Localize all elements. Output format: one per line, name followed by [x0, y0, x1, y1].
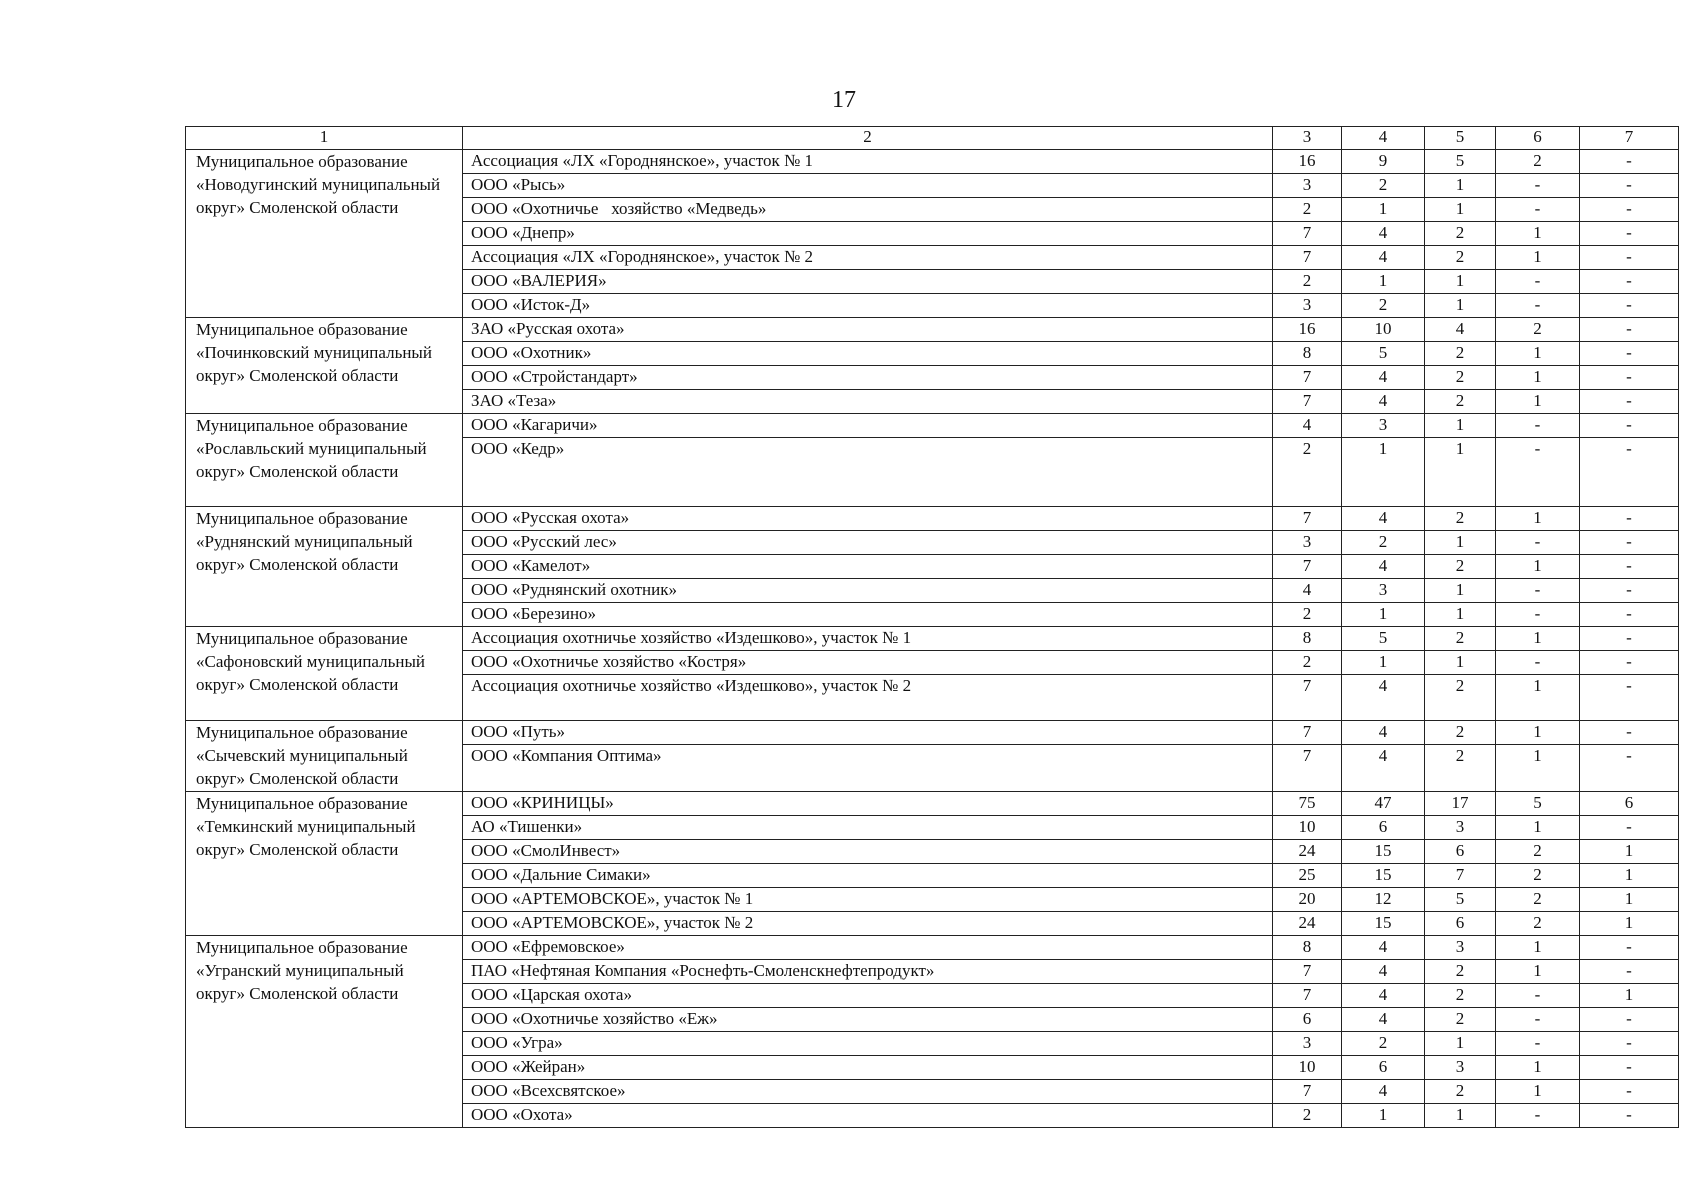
value-cell-c5: 1: [1425, 531, 1496, 555]
value-cell-c7: -: [1580, 1031, 1679, 1055]
organization-cell: ООО «ВАЛЕРИЯ»: [463, 270, 1273, 294]
value-cell-c5: 2: [1425, 246, 1496, 270]
value-cell-c7: 1: [1580, 863, 1679, 887]
value-cell-c4: 4: [1342, 366, 1425, 390]
value-cell-c4: 15: [1342, 863, 1425, 887]
value-cell-c7: -: [1580, 627, 1679, 651]
value-cell-c7: 6: [1580, 791, 1679, 815]
value-cell-c3: 7: [1273, 675, 1342, 721]
table-body: [186, 127, 1679, 1128]
value-cell-c7: -: [1580, 579, 1679, 603]
value-cell-c6: 1: [1496, 366, 1580, 390]
table-row: [186, 791, 1679, 815]
organization-cell: ООО «Охота»: [463, 1103, 1273, 1127]
organization-cell: ООО «Царская охота»: [463, 983, 1273, 1007]
table-row: [186, 414, 1679, 438]
value-cell-c4: 3: [1342, 579, 1425, 603]
value-cell-c4: 2: [1342, 294, 1425, 318]
value-cell-c4: 1: [1342, 198, 1425, 222]
value-cell-c4: 9: [1342, 150, 1425, 174]
table-row: [186, 935, 1679, 959]
table-row: [186, 318, 1679, 342]
value-cell-c4: 6: [1342, 815, 1425, 839]
value-cell-c7: -: [1580, 507, 1679, 531]
value-cell-c7: -: [1580, 222, 1679, 246]
value-cell-c7: -: [1580, 1055, 1679, 1079]
value-cell-c3: 3: [1273, 531, 1342, 555]
table-row: [186, 627, 1679, 651]
value-cell-c6: 1: [1496, 246, 1580, 270]
value-cell-c4: 4: [1342, 959, 1425, 983]
value-cell-c5: 1: [1425, 1031, 1496, 1055]
value-cell-c3: 2: [1273, 198, 1342, 222]
value-cell-c3: 2: [1273, 270, 1342, 294]
value-cell-c6: -: [1496, 531, 1580, 555]
value-cell-c3: 4: [1273, 414, 1342, 438]
value-cell-c6: 1: [1496, 959, 1580, 983]
value-cell-c6: 2: [1496, 318, 1580, 342]
value-cell-c3: 25: [1273, 863, 1342, 887]
organization-cell: ООО «КРИНИЦЫ»: [463, 791, 1273, 815]
value-cell-c5: 2: [1425, 342, 1496, 366]
value-cell-c4: 2: [1342, 531, 1425, 555]
value-cell-c6: 1: [1496, 555, 1580, 579]
value-cell-c4: 4: [1342, 1007, 1425, 1031]
value-cell-c7: 1: [1580, 911, 1679, 935]
value-cell-c5: 2: [1425, 675, 1496, 721]
municipality-cell: Муниципальное образование «Рославльский муниципальный округ» Смоленской области: [186, 414, 463, 507]
header-cell: 1: [186, 127, 463, 150]
page-number: 17: [832, 87, 856, 113]
value-cell-c6: 2: [1496, 863, 1580, 887]
value-cell-c6: 1: [1496, 390, 1580, 414]
value-cell-c4: 4: [1342, 507, 1425, 531]
organization-cell: ООО «Русский лес»: [463, 531, 1273, 555]
value-cell-c3: 7: [1273, 507, 1342, 531]
municipality-cell: Муниципальное образование «Сычевский муниципальный округ» Смоленской области: [186, 721, 463, 792]
value-cell-c7: -: [1580, 246, 1679, 270]
value-cell-c5: 2: [1425, 721, 1496, 745]
value-cell-c4: 4: [1342, 745, 1425, 791]
value-cell-c3: 16: [1273, 150, 1342, 174]
hunting-quota-table: [185, 126, 1679, 1128]
organization-cell: ООО «Охотничье хозяйство «Медведь»: [463, 198, 1273, 222]
value-cell-c5: 2: [1425, 366, 1496, 390]
value-cell-c4: 47: [1342, 791, 1425, 815]
value-cell-c6: -: [1496, 651, 1580, 675]
value-cell-c7: -: [1580, 366, 1679, 390]
organization-cell: ООО «Исток-Д»: [463, 294, 1273, 318]
value-cell-c5: 7: [1425, 863, 1496, 887]
value-cell-c5: 2: [1425, 1007, 1496, 1031]
value-cell-c5: 3: [1425, 815, 1496, 839]
value-cell-c6: 1: [1496, 815, 1580, 839]
organization-cell: ПАО «Нефтяная Компания «Роснефть-Смоленскнефтепродукт»: [463, 959, 1273, 983]
municipality-cell: Муниципальное образование «Темкинский муниципальный округ» Смоленской области: [186, 791, 463, 935]
value-cell-c4: 1: [1342, 603, 1425, 627]
value-cell-c5: 1: [1425, 294, 1496, 318]
value-cell-c3: 8: [1273, 935, 1342, 959]
value-cell-c5: 1: [1425, 174, 1496, 198]
value-cell-c4: 10: [1342, 318, 1425, 342]
value-cell-c6: -: [1496, 1103, 1580, 1127]
value-cell-c7: -: [1580, 959, 1679, 983]
value-cell-c6: -: [1496, 438, 1580, 507]
value-cell-c5: 1: [1425, 1103, 1496, 1127]
value-cell-c6: 1: [1496, 222, 1580, 246]
value-cell-c3: 7: [1273, 246, 1342, 270]
value-cell-c6: -: [1496, 270, 1580, 294]
header-cell: 6: [1496, 127, 1580, 150]
value-cell-c4: 3: [1342, 414, 1425, 438]
value-cell-c5: 2: [1425, 507, 1496, 531]
value-cell-c5: 2: [1425, 959, 1496, 983]
value-cell-c3: 20: [1273, 887, 1342, 911]
value-cell-c7: 1: [1580, 887, 1679, 911]
organization-cell: ООО «Днепр»: [463, 222, 1273, 246]
value-cell-c5: 2: [1425, 627, 1496, 651]
value-cell-c6: 1: [1496, 745, 1580, 791]
value-cell-c7: -: [1580, 651, 1679, 675]
value-cell-c4: 15: [1342, 911, 1425, 935]
organization-cell: ООО «СмолИнвест»: [463, 839, 1273, 863]
value-cell-c3: 24: [1273, 911, 1342, 935]
value-cell-c6: 2: [1496, 887, 1580, 911]
value-cell-c5: 1: [1425, 270, 1496, 294]
value-cell-c4: 4: [1342, 721, 1425, 745]
organization-cell: ООО «Охотничье хозяйство «Еж»: [463, 1007, 1273, 1031]
value-cell-c5: 6: [1425, 911, 1496, 935]
value-cell-c4: 15: [1342, 839, 1425, 863]
organization-cell: ООО «Руднянский охотник»: [463, 579, 1273, 603]
value-cell-c3: 8: [1273, 342, 1342, 366]
table-row: [186, 150, 1679, 174]
value-cell-c5: 1: [1425, 603, 1496, 627]
value-cell-c4: 4: [1342, 246, 1425, 270]
value-cell-c5: 1: [1425, 414, 1496, 438]
value-cell-c5: 2: [1425, 983, 1496, 1007]
value-cell-c3: 75: [1273, 791, 1342, 815]
value-cell-c5: 1: [1425, 198, 1496, 222]
value-cell-c7: -: [1580, 721, 1679, 745]
value-cell-c3: 6: [1273, 1007, 1342, 1031]
value-cell-c6: 1: [1496, 1079, 1580, 1103]
value-cell-c4: 4: [1342, 935, 1425, 959]
value-cell-c4: 4: [1342, 983, 1425, 1007]
value-cell-c7: -: [1580, 438, 1679, 507]
value-cell-c6: 1: [1496, 675, 1580, 721]
value-cell-c7: -: [1580, 531, 1679, 555]
value-cell-c6: 1: [1496, 507, 1580, 531]
value-cell-c3: 24: [1273, 839, 1342, 863]
value-cell-c7: -: [1580, 815, 1679, 839]
value-cell-c4: 6: [1342, 1055, 1425, 1079]
organization-cell: ООО «Угра»: [463, 1031, 1273, 1055]
value-cell-c6: 1: [1496, 935, 1580, 959]
organization-cell: ООО «Стройстандарт»: [463, 366, 1273, 390]
value-cell-c7: -: [1580, 294, 1679, 318]
value-cell-c7: -: [1580, 270, 1679, 294]
value-cell-c5: 17: [1425, 791, 1496, 815]
value-cell-c5: 2: [1425, 1079, 1496, 1103]
value-cell-c7: -: [1580, 603, 1679, 627]
value-cell-c6: -: [1496, 983, 1580, 1007]
table-header-row: [186, 127, 1679, 150]
table-row: [186, 507, 1679, 531]
value-cell-c5: 1: [1425, 579, 1496, 603]
value-cell-c4: 5: [1342, 627, 1425, 651]
municipality-cell: Муниципальное образование «Угранский муниципальный округ» Смоленской области: [186, 935, 463, 1127]
value-cell-c3: 2: [1273, 438, 1342, 507]
value-cell-c7: -: [1580, 1103, 1679, 1127]
header-cell: 2: [463, 127, 1273, 150]
value-cell-c6: 2: [1496, 911, 1580, 935]
value-cell-c7: -: [1580, 935, 1679, 959]
value-cell-c3: 2: [1273, 651, 1342, 675]
value-cell-c6: -: [1496, 1031, 1580, 1055]
value-cell-c3: 7: [1273, 390, 1342, 414]
municipality-cell: Муниципальное образование «Сафоновский муниципальный округ» Смоленской области: [186, 627, 463, 721]
municipality-cell: Муниципальное образование «Руднянский муниципальный округ» Смоленской области: [186, 507, 463, 627]
organization-cell: ООО «Путь»: [463, 721, 1273, 745]
value-cell-c5: 4: [1425, 318, 1496, 342]
value-cell-c6: -: [1496, 174, 1580, 198]
value-cell-c3: 2: [1273, 603, 1342, 627]
value-cell-c6: 1: [1496, 627, 1580, 651]
organization-cell: ООО «АРТЕМОВСКОЕ», участок № 1: [463, 887, 1273, 911]
organization-cell: ООО «Русская охота»: [463, 507, 1273, 531]
value-cell-c7: -: [1580, 1007, 1679, 1031]
value-cell-c7: -: [1580, 414, 1679, 438]
organization-cell: ООО «Охотничье хозяйство «Костря»: [463, 651, 1273, 675]
value-cell-c7: -: [1580, 198, 1679, 222]
municipality-cell: Муниципальное образование «Новодугинский муниципальный округ» Смоленской области: [186, 150, 463, 318]
value-cell-c4: 12: [1342, 887, 1425, 911]
value-cell-c7: -: [1580, 318, 1679, 342]
value-cell-c4: 2: [1342, 1031, 1425, 1055]
value-cell-c4: 1: [1342, 651, 1425, 675]
header-cell: 5: [1425, 127, 1496, 150]
organization-cell: ООО «Рысь»: [463, 174, 1273, 198]
value-cell-c3: 7: [1273, 1079, 1342, 1103]
organization-cell: ООО «АРТЕМОВСКОЕ», участок № 2: [463, 911, 1273, 935]
value-cell-c3: 7: [1273, 222, 1342, 246]
organization-cell: ООО «Дальние Симаки»: [463, 863, 1273, 887]
value-cell-c3: 7: [1273, 983, 1342, 1007]
organization-cell: ООО «Кагаричи»: [463, 414, 1273, 438]
value-cell-c3: 3: [1273, 1031, 1342, 1055]
value-cell-c5: 5: [1425, 150, 1496, 174]
organization-cell: ООО «Ефремовское»: [463, 935, 1273, 959]
value-cell-c3: 10: [1273, 1055, 1342, 1079]
value-cell-c7: 1: [1580, 839, 1679, 863]
value-cell-c7: -: [1580, 555, 1679, 579]
organization-cell: АО «Тишенки»: [463, 815, 1273, 839]
organization-cell: ООО «Камелот»: [463, 555, 1273, 579]
value-cell-c7: -: [1580, 1079, 1679, 1103]
value-cell-c4: 5: [1342, 342, 1425, 366]
value-cell-c5: 2: [1425, 745, 1496, 791]
value-cell-c7: -: [1580, 342, 1679, 366]
table-row: [186, 721, 1679, 745]
value-cell-c4: 4: [1342, 390, 1425, 414]
value-cell-c4: 4: [1342, 1079, 1425, 1103]
organization-cell: Ассоциация охотничье хозяйство «Издешково», участок № 2: [463, 675, 1273, 721]
value-cell-c4: 1: [1342, 438, 1425, 507]
value-cell-c5: 6: [1425, 839, 1496, 863]
value-cell-c3: 7: [1273, 721, 1342, 745]
header-cell: 7: [1580, 127, 1679, 150]
value-cell-c3: 10: [1273, 815, 1342, 839]
value-cell-c4: 4: [1342, 675, 1425, 721]
value-cell-c5: 3: [1425, 935, 1496, 959]
value-cell-c3: 4: [1273, 579, 1342, 603]
value-cell-c7: -: [1580, 390, 1679, 414]
value-cell-c6: -: [1496, 414, 1580, 438]
organization-cell: ООО «Кедр»: [463, 438, 1273, 507]
organization-cell: Ассоциация «ЛХ «Городнянское», участок № 1: [463, 150, 1273, 174]
value-cell-c5: 3: [1425, 1055, 1496, 1079]
value-cell-c3: 7: [1273, 745, 1342, 791]
value-cell-c3: 3: [1273, 174, 1342, 198]
organization-cell: ООО «Охотник»: [463, 342, 1273, 366]
organization-cell: ЗАО «Теза»: [463, 390, 1273, 414]
organization-cell: ЗАО «Русская охота»: [463, 318, 1273, 342]
value-cell-c6: 1: [1496, 342, 1580, 366]
value-cell-c4: 4: [1342, 222, 1425, 246]
value-cell-c6: -: [1496, 579, 1580, 603]
value-cell-c5: 2: [1425, 390, 1496, 414]
value-cell-c4: 1: [1342, 1103, 1425, 1127]
value-cell-c3: 8: [1273, 627, 1342, 651]
value-cell-c3: 7: [1273, 959, 1342, 983]
organization-cell: ООО «Жейран»: [463, 1055, 1273, 1079]
value-cell-c6: -: [1496, 1007, 1580, 1031]
value-cell-c6: -: [1496, 294, 1580, 318]
value-cell-c7: -: [1580, 675, 1679, 721]
value-cell-c3: 7: [1273, 366, 1342, 390]
organization-cell: Ассоциация «ЛХ «Городнянское», участок № 2: [463, 246, 1273, 270]
value-cell-c3: 16: [1273, 318, 1342, 342]
value-cell-c6: 1: [1496, 721, 1580, 745]
value-cell-c7: -: [1580, 174, 1679, 198]
value-cell-c4: 2: [1342, 174, 1425, 198]
value-cell-c7: -: [1580, 150, 1679, 174]
value-cell-c6: 2: [1496, 150, 1580, 174]
organization-cell: ООО «Всехсвятское»: [463, 1079, 1273, 1103]
value-cell-c6: 1: [1496, 1055, 1580, 1079]
value-cell-c6: -: [1496, 198, 1580, 222]
value-cell-c6: 2: [1496, 839, 1580, 863]
organization-cell: Ассоциация охотничье хозяйство «Издешково», участок № 1: [463, 627, 1273, 651]
municipality-cell: Муниципальное образование «Починковский муниципальный округ» Смоленской области: [186, 318, 463, 414]
value-cell-c3: 2: [1273, 1103, 1342, 1127]
value-cell-c3: 7: [1273, 555, 1342, 579]
value-cell-c5: 2: [1425, 222, 1496, 246]
value-cell-c5: 5: [1425, 887, 1496, 911]
value-cell-c3: 3: [1273, 294, 1342, 318]
value-cell-c5: 1: [1425, 651, 1496, 675]
value-cell-c6: 5: [1496, 791, 1580, 815]
value-cell-c5: 1: [1425, 438, 1496, 507]
value-cell-c7: -: [1580, 745, 1679, 791]
value-cell-c4: 4: [1342, 555, 1425, 579]
header-cell: 4: [1342, 127, 1425, 150]
value-cell-c7: 1: [1580, 983, 1679, 1007]
value-cell-c5: 2: [1425, 555, 1496, 579]
value-cell-c4: 1: [1342, 270, 1425, 294]
header-cell: 3: [1273, 127, 1342, 150]
value-cell-c6: -: [1496, 603, 1580, 627]
organization-cell: ООО «Компания Оптима»: [463, 745, 1273, 791]
organization-cell: ООО «Березино»: [463, 603, 1273, 627]
